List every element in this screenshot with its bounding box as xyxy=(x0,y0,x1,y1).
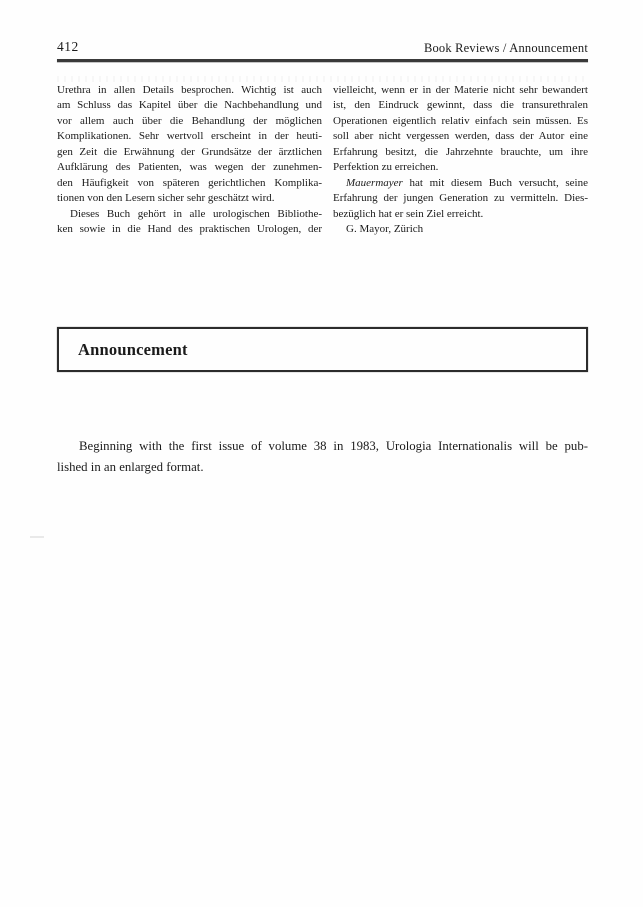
book-review-right-column xyxy=(333,83,588,238)
scan-noise-artifact xyxy=(57,76,588,82)
text-line: bezüglich hat er sein Ziel erreicht. xyxy=(333,207,484,220)
text-line: vielleicht, wenn er in der Materie nicht sehr bewandert xyxy=(333,84,588,96)
text-line: vor allem auch über die Behandlung der möglichen xyxy=(57,114,322,127)
running-head: Book Reviews / Announcement xyxy=(423,41,588,55)
announcement-heading: Announcement xyxy=(78,339,188,359)
header-rule xyxy=(57,59,588,62)
text-line: Erfahrung der jungen Generation zu vermitteln. Dies- xyxy=(333,192,588,205)
text-line: Dieses Buch gehört in alle urologischen Bibliothe- xyxy=(70,207,322,220)
text-line: Komplikationen. Sehr wertvoll erscheint in der heuti- xyxy=(57,130,322,143)
text-line: soll aber nicht vergessen werden, dass der Autor eine xyxy=(333,130,588,143)
text-line: tionen von den Lesern sicher sehr geschätzt wird. xyxy=(57,192,275,205)
text-line: am Schluss das Kapitel über die Nachbehandlung und xyxy=(57,99,322,112)
text-line: Erfahrung besitzt, die Jahrzehnte brauchte, um ihre xyxy=(333,145,588,158)
text-line: gen Zeit die Erwähnung der Grundsätze der ärztlichen xyxy=(57,145,322,158)
book-review-left-column xyxy=(57,83,322,238)
text-line: Perfektion zu erreichen. xyxy=(333,161,439,174)
text-line: den Häufigkeit von späteren gerichtlichen Komplika- xyxy=(57,176,322,189)
announcement-box xyxy=(57,327,588,372)
text-line: G. Mayor, Zürich xyxy=(346,223,424,236)
scan-noise-artifact xyxy=(30,536,44,538)
announcement-paragraph xyxy=(57,436,588,478)
text-line: lished in an enlarged format. xyxy=(57,460,204,474)
text-line: ken sowie in die Hand des praktischen Urologen, der xyxy=(57,223,322,236)
text-line: Beginning with the first issue of volume 38 in 1983, Urologia Internationalis will be pub- xyxy=(79,439,588,453)
page-number: 412 xyxy=(57,39,79,54)
text-line: Aufklärung des Patienten, was wegen der zunehmen- xyxy=(57,161,322,174)
italic-author-name: Mauermayer xyxy=(346,176,403,189)
text-line: Mauermayer hat mit diesem Buch versucht, seine xyxy=(346,176,588,189)
text-line: Operationen eigentlich relativ einfach sein müssen. Es xyxy=(333,114,588,127)
text-line: ist, den Eindruck gewinnt, dass die transurethralen xyxy=(333,99,588,112)
book-review-columns xyxy=(57,83,588,238)
text-line: Urethra in allen Details besprochen. Wichtig ist auch xyxy=(57,84,322,96)
